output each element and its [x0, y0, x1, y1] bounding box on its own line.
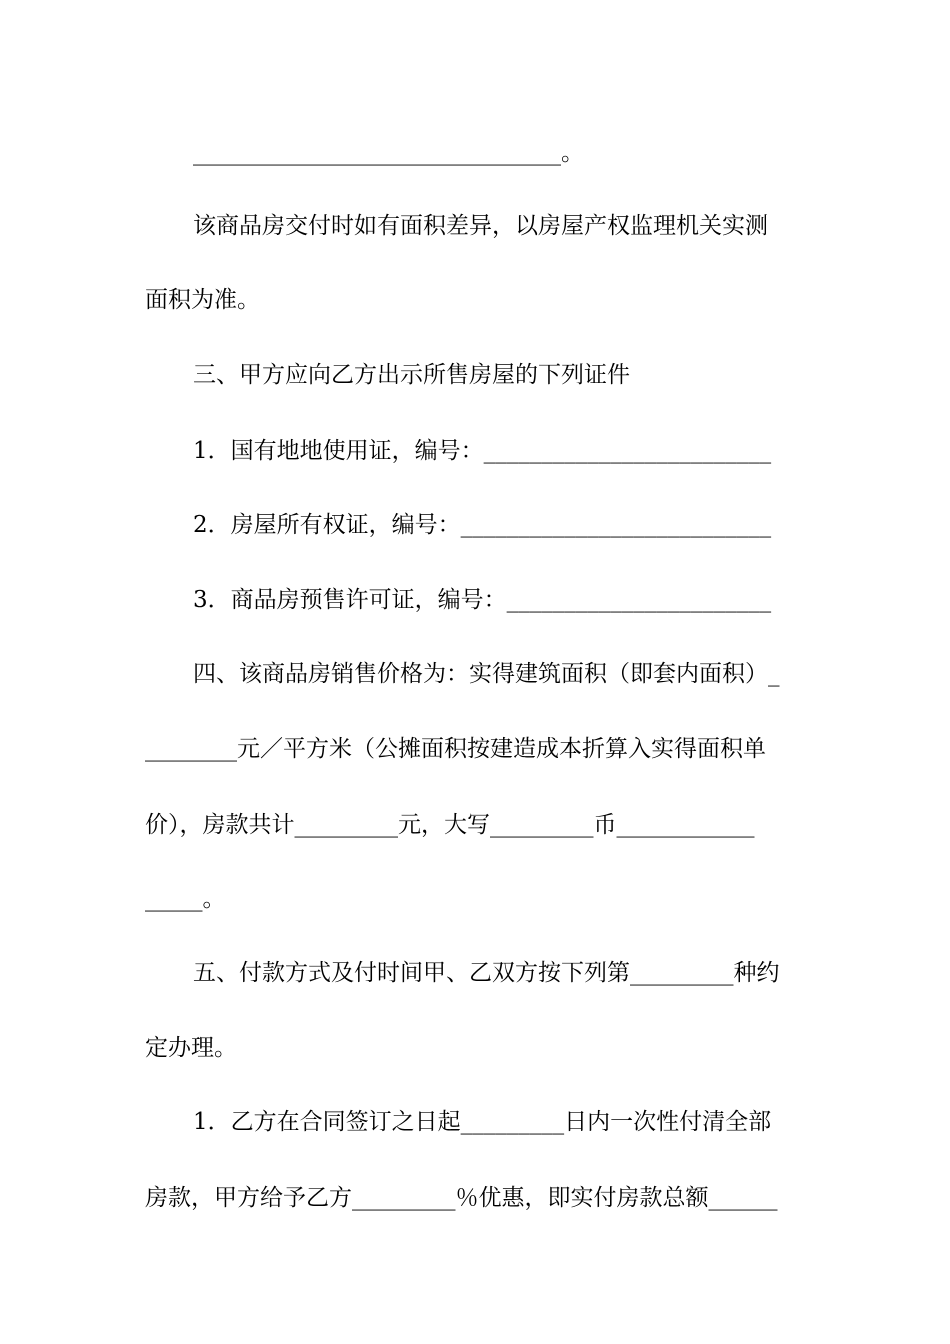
ownership-cert-item: 2．房屋所有权证，编号：___________________________ [193, 512, 772, 538]
section-4-paragraph: 四、该商品房销售价格为：实得建筑面积（即套内面积）_ [193, 661, 780, 687]
payment-option-1-cont: 房款，甲方给予乙方_________％优惠，即实付房款总额______ [145, 1185, 778, 1211]
section-3-heading: 三、甲方应向乙方出示所售房屋的下列证件 [193, 362, 630, 388]
payment-option-1: 1．乙方在合同签订之日起_________日内一次性付清全部 [193, 1109, 772, 1135]
area-difference-paragraph: 该商品房交付时如有面积差异，以房屋产权监理机关实测 [193, 213, 768, 239]
section-5-paragraph: 五、付款方式及付时间甲、乙双方按下列第_________种约 [193, 960, 780, 986]
presale-permit-item: 3．商品房预售许可证，编号：_______________________ [193, 587, 772, 613]
section-4-paragraph-cont-2: 价），房款共计_________元，大写_________币____________ [145, 812, 755, 838]
section-4-paragraph-cont-1: ________元／平方米（公摊面积按建造成本折算入实得面积单 [145, 736, 766, 762]
section-5-paragraph-cont: 定办理。 [145, 1035, 237, 1061]
blank-line-end: ________________________________。 [193, 140, 584, 166]
section-4-paragraph-end: _____。 [145, 886, 226, 912]
area-difference-paragraph-cont: 面积为准。 [145, 287, 260, 313]
land-use-cert-item: 1．国有地地使用证，编号：_________________________ [193, 438, 772, 464]
